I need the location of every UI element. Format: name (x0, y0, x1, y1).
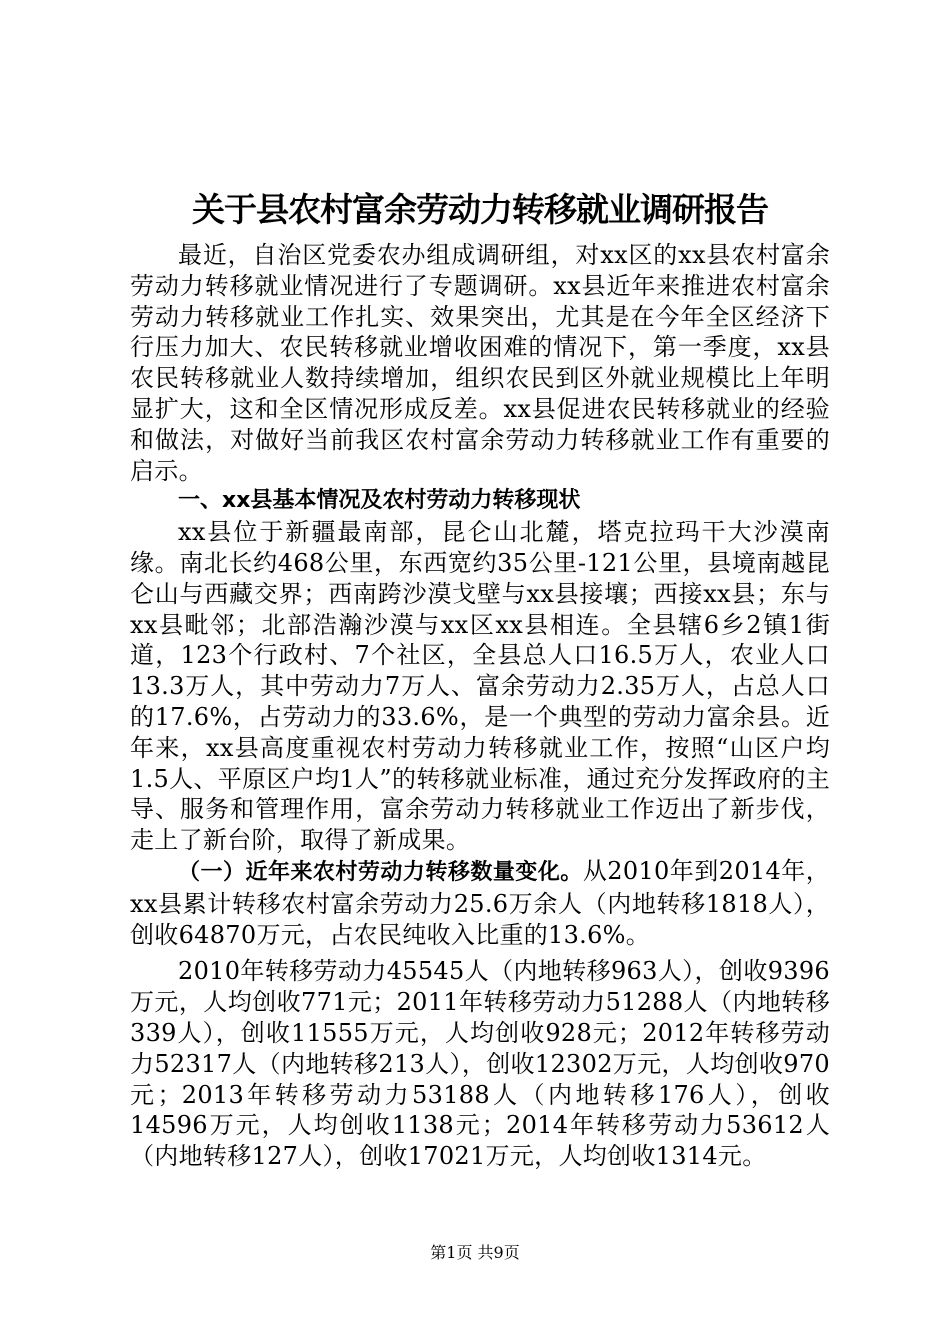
yearly-stats-paragraph: 2010年转移劳动力45545人（内地转移963人），创收9396万元，人均创收771元；2011年转移劳动力51288人（内地转移339人），创收11555万元，人均创收928元；2012年转移劳动力52317人（内地转移213人），创收12302万元，人均创收970元；2013年转移劳动力53188人（内地转移176人），创收14596万元，人均创收1138元；2014年转移劳动力53612人（内地转移127人），创收17021万元，人均创收1314元。 (130, 957, 830, 1171)
document-page (130, 180, 830, 1172)
section-1-heading: 一、xx县基本情况及农村劳动力转移现状 (178, 488, 581, 514)
document-title: 关于县农村富余劳动力转移就业调研报告 (192, 190, 768, 229)
page-footer: 第1页 共9页 (430, 1243, 520, 1262)
intro-paragraph: 最近，自治区党委农办组成调研组，对xx区的xx县农村富余劳动力转移就业情况进行了专题调研。xx县近年来推进农村富余劳动力转移就业工作扎实、效果突出，尤其是在今年全区经济下行压力加大、农民转移就业增收困难的情况下，第一季度，xx县农民转移就业人数持续增加，组织农民到区外就业规模比上年明显扩大，这和全区情况形成反差。xx县促进农民转移就业的经验和做法，对做好当前我区农村富余劳动力转移就业工作有重要的启示。 (130, 241, 830, 485)
subsection-1-body: 从2010年到2014年，xx县累计转移农村富余劳动力25.6万余人（内地转移1818人），创收64870万元，占农民纯收入比重的13.6%。 (130, 856, 831, 949)
subsection-1-heading: （一）近年来农村劳动力转移数量变化。 (178, 859, 583, 885)
section-1-paragraph: xx县位于新疆最南部，昆仑山北麓，塔克拉玛干大沙漠南缘。南北长约468公里，东西宽约35公里-121公里，县境南越昆仑山与西藏交界；西南跨沙漠戈壁与xx县接壤；西接xx县；东与xx县毗邻；北部浩瀚沙漠与xx区xx县相连。全县辖6乡2镇1街道，123个行政村、7个社区，全县总人口16.5万人，农业人口13.3万人，其中劳动力7万人、富余劳动力2.35万人，占总人口的17.6%，占劳动力的33.6%，是一个典型的劳动力富余县。近年来，xx县高度重视农村劳动力转移就业工作，按照“山区户均1.5人、平原区户均1人”的转移就业标准，通过充分发挥政府的主导、服务和管理作用，富余劳动力转移就业工作迈出了新步伐，走上了新台阶，取得了新成果。 (130, 518, 830, 855)
subsection-1-paragraph (130, 856, 830, 950)
